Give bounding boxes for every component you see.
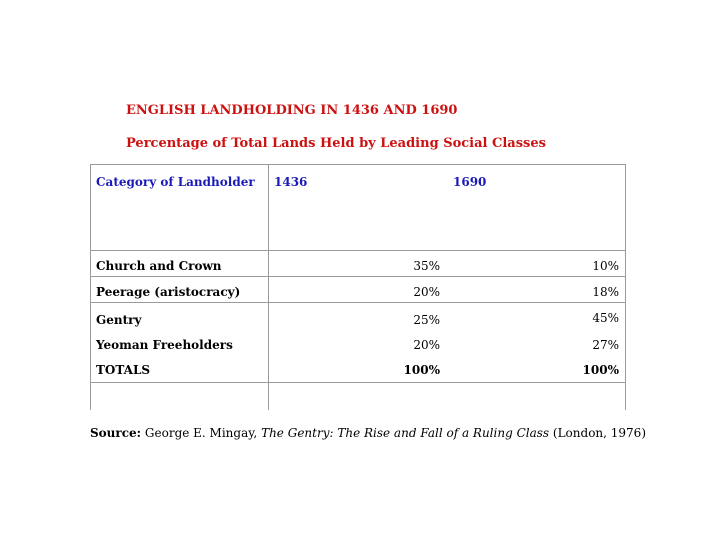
source-publication: (London, 1976) <box>552 426 646 440</box>
row-value-1436: 35% <box>413 259 440 273</box>
row-value-1690: 10% <box>592 259 619 273</box>
row-category-church-and-crown: Church and Crown <box>96 259 222 273</box>
row-category-yeoman-freeholders: Yeoman Freeholders <box>96 338 233 352</box>
source-citation <box>90 426 646 440</box>
row-value-1690: 27% <box>592 338 619 352</box>
row-category-peerage: Peerage (aristocracy) <box>96 285 241 299</box>
column-header-1436: 1436 <box>274 175 308 189</box>
source-author: George E. Mingay, <box>144 426 258 440</box>
table-rule <box>90 276 626 277</box>
row-value-1436: 20% <box>413 338 440 352</box>
table-rule-top <box>90 164 626 165</box>
row-value-1690: 45% <box>592 311 619 325</box>
row-category-gentry: Gentry <box>96 313 142 327</box>
landholding-table <box>90 164 626 410</box>
table-rule <box>90 250 626 251</box>
table-rule <box>90 382 626 383</box>
table-rule-right <box>625 164 626 410</box>
source-book-title: The Gentry: The Rise and Fall of a Ruling Class <box>261 426 550 440</box>
table-rule <box>90 302 626 303</box>
row-total-1436: 100% <box>403 363 440 377</box>
column-header-category: Category of Landholder <box>96 175 255 189</box>
row-value-1436: 20% <box>413 285 440 299</box>
source-label: Source: <box>90 426 142 440</box>
table-rule-divider <box>268 164 269 410</box>
page-subtitle: Percentage of Total Lands Held by Leading Social Classes <box>126 136 546 151</box>
row-value-1690: 18% <box>592 285 619 299</box>
column-header-1690: 1690 <box>453 175 487 189</box>
row-total-1690: 100% <box>582 363 619 377</box>
row-value-1436: 25% <box>413 313 440 327</box>
row-category-totals: TOTALS <box>96 363 151 377</box>
page-title: ENGLISH LANDHOLDING IN 1436 AND 1690 <box>126 103 458 118</box>
table-rule-left <box>90 164 91 410</box>
